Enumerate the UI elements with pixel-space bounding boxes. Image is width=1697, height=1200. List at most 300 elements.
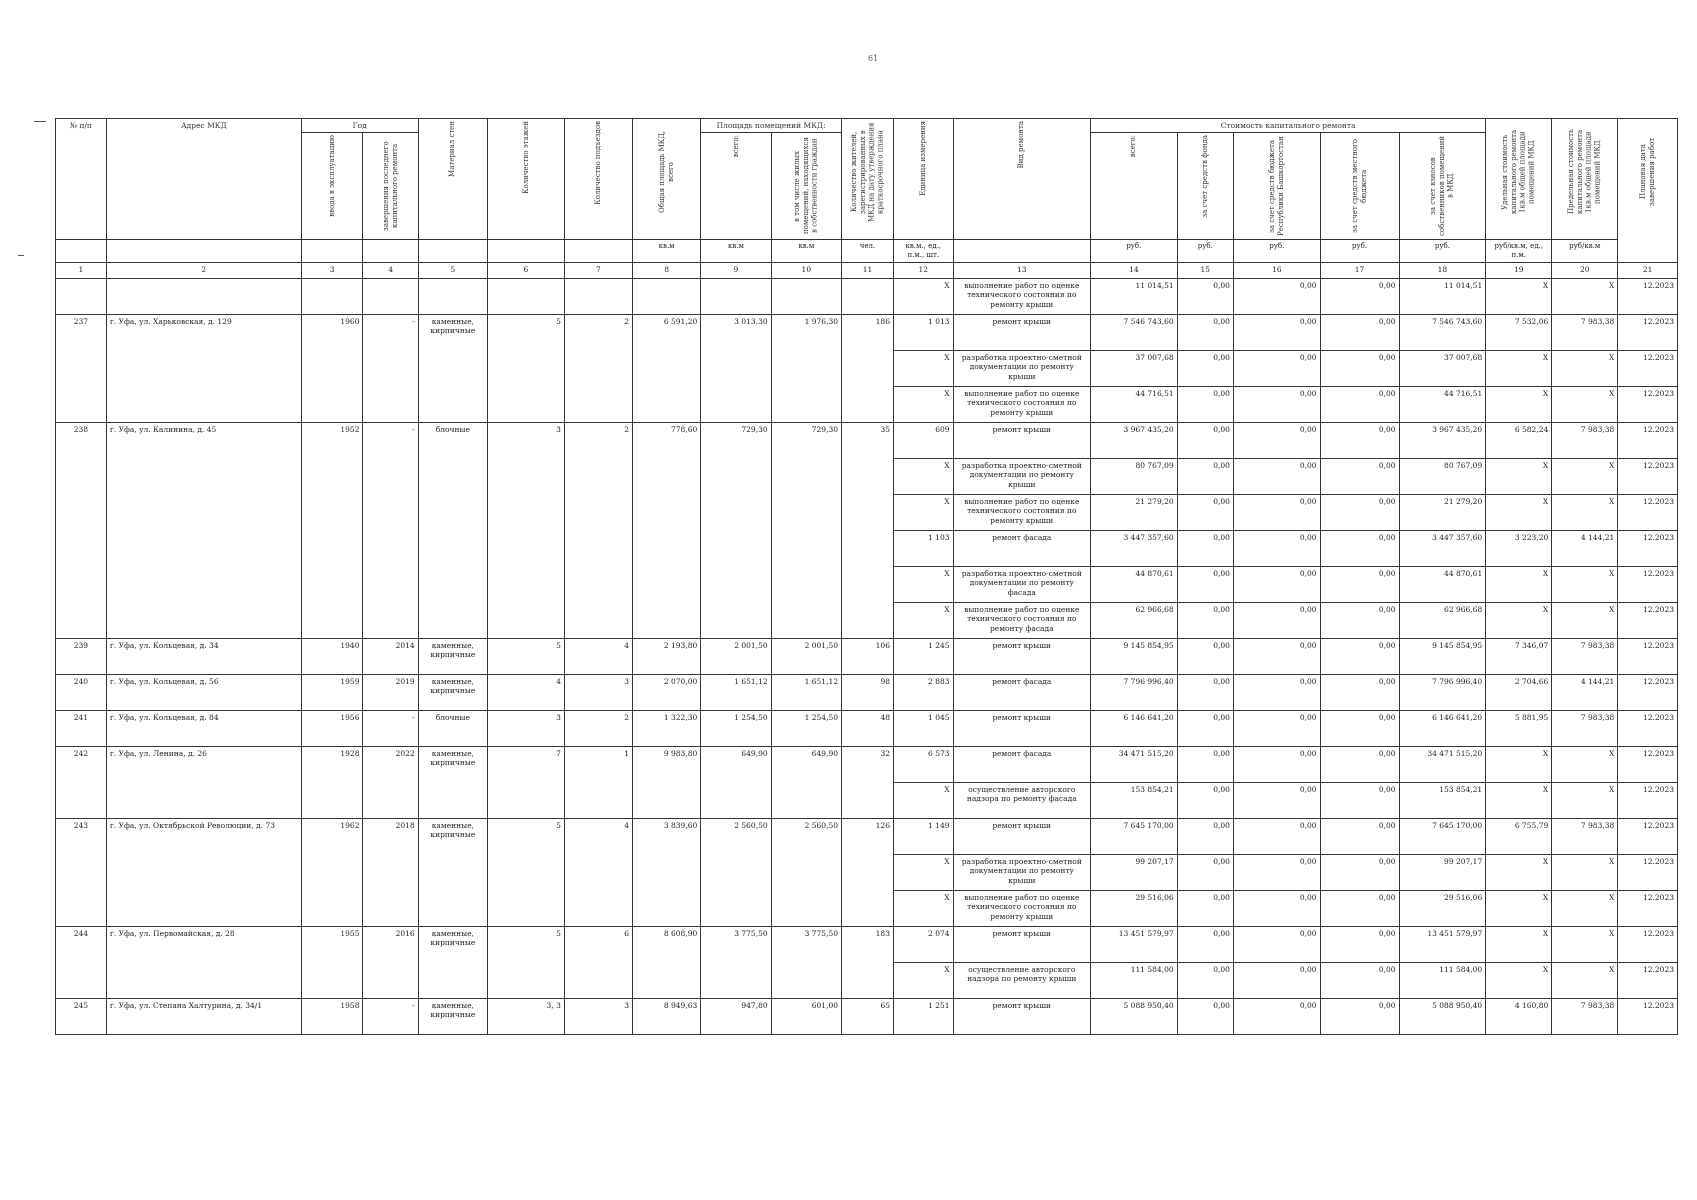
cell-total: 5 088 950,40 bbox=[1091, 998, 1178, 1034]
cell-material: каменные, кирпичные bbox=[418, 638, 487, 674]
cell-rb: 0,00 bbox=[1233, 350, 1320, 386]
cell-work: выполнение работ по оценке технического состояния по ремонту крыши bbox=[953, 386, 1091, 422]
cell-work: ремонт крыши bbox=[953, 710, 1091, 746]
cell-address: г. Уфа, ул. Октябрьской Революции, д. 73 bbox=[106, 818, 301, 926]
column-number: 11 bbox=[842, 262, 894, 278]
cell-local: 0,00 bbox=[1320, 854, 1399, 890]
header-year-commission: ввода в эксплуатацию bbox=[327, 135, 336, 218]
cell-res-area: 3 775,50 bbox=[771, 926, 841, 998]
column-number: 6 bbox=[487, 262, 564, 278]
cell-unit: X bbox=[1486, 746, 1552, 782]
cell-date: 12.2023 bbox=[1618, 638, 1678, 674]
unit-rub: руб. bbox=[1399, 240, 1486, 263]
cell-fund: 0,00 bbox=[1177, 602, 1233, 638]
cell-max: X bbox=[1552, 926, 1618, 962]
cell-last: - bbox=[363, 314, 418, 422]
cell-work: ремонт крыши bbox=[953, 638, 1091, 674]
cell-no: 243 bbox=[56, 818, 107, 926]
cell-owners: 7 645 170,00 bbox=[1399, 818, 1486, 854]
cell-fund: 0,00 bbox=[1177, 782, 1233, 818]
cell-local: 0,00 bbox=[1320, 314, 1399, 350]
cell-owners: 80 767,09 bbox=[1399, 458, 1486, 494]
cell-rb: 0,00 bbox=[1233, 890, 1320, 926]
cell-res-area: 601,00 bbox=[771, 998, 841, 1034]
cell-fund: 0,00 bbox=[1177, 386, 1233, 422]
cell-last: - bbox=[363, 998, 418, 1034]
cell-work: осуществление авторского надзора по ремонту крыши bbox=[953, 962, 1091, 998]
unit-rub-per-unit: руб/кв.м, ед., п.м. bbox=[1486, 240, 1552, 263]
cell-total: 11 014,51 bbox=[1091, 278, 1178, 314]
cell-prem: 3 013,30 bbox=[701, 314, 771, 422]
cell-material: каменные, кирпичные bbox=[418, 926, 487, 998]
cell-owners: 7 796 996,40 bbox=[1399, 674, 1486, 710]
cell-prem: 3 775,50 bbox=[701, 926, 771, 998]
cell-rb: 0,00 bbox=[1233, 746, 1320, 782]
unit-rub-per-sqm: руб/кв.м bbox=[1552, 240, 1618, 263]
cell-measure: 1 103 bbox=[893, 530, 953, 566]
repair-plan-table bbox=[55, 118, 1678, 1035]
cell-rb: 0,00 bbox=[1233, 710, 1320, 746]
cell-measure: 6 573 bbox=[893, 746, 953, 782]
column-number: 21 bbox=[1618, 262, 1678, 278]
cell-last: 2018 bbox=[363, 818, 418, 926]
header-deadline: Плановая дата завершения работ bbox=[1638, 137, 1656, 207]
cell-year: 1958 bbox=[301, 998, 363, 1034]
table-row bbox=[56, 998, 1678, 1034]
cell-total: 34 471 515,20 bbox=[1091, 746, 1178, 782]
cell-work: выполнение работ по оценке технического состояния по ремонту крыши bbox=[953, 890, 1091, 926]
cell-last bbox=[363, 278, 418, 314]
cell-entr: 6 bbox=[564, 926, 632, 998]
cell-date: 12.2023 bbox=[1618, 926, 1678, 962]
cell-rb: 0,00 bbox=[1233, 278, 1320, 314]
cell-date: 12.2023 bbox=[1618, 674, 1678, 710]
header-premises-group: Площадь помещений МКД: bbox=[701, 119, 842, 133]
cell-fund: 0,00 bbox=[1177, 314, 1233, 350]
cell-rb: 0,00 bbox=[1233, 638, 1320, 674]
cell-max: 4 144,21 bbox=[1552, 674, 1618, 710]
cell-fund: 0,00 bbox=[1177, 350, 1233, 386]
cell-fund: 0,00 bbox=[1177, 926, 1233, 962]
cell-date: 12.2023 bbox=[1618, 530, 1678, 566]
column-number: 15 bbox=[1177, 262, 1233, 278]
cell-total: 111 584,00 bbox=[1091, 962, 1178, 998]
cell-fund: 0,00 bbox=[1177, 422, 1233, 458]
cell-work: разработка проектно-сметной документации по ремонту крыши bbox=[953, 458, 1091, 494]
cell-work: ремонт фасада bbox=[953, 530, 1091, 566]
cell-owners: 3 967 435,20 bbox=[1399, 422, 1486, 458]
table-body bbox=[56, 278, 1678, 1034]
cell-address bbox=[106, 278, 301, 314]
header-work-type: Вид ремонта bbox=[1017, 121, 1026, 169]
cell-measure: X bbox=[893, 962, 953, 998]
header-cost-local: за счет средств местного бюджета bbox=[1350, 139, 1368, 234]
cell-no: 239 bbox=[56, 638, 107, 674]
column-number: 17 bbox=[1320, 262, 1399, 278]
scan-mark bbox=[18, 255, 24, 256]
header-floors: Количество этажей bbox=[521, 121, 530, 194]
cell-fund: 0,00 bbox=[1177, 998, 1233, 1034]
cell-fund: 0,00 bbox=[1177, 566, 1233, 602]
header-cost-group: Стоимость капитального ремонта bbox=[1091, 119, 1486, 133]
cell-total: 7 796 996,40 bbox=[1091, 674, 1178, 710]
header-num: № п/п bbox=[56, 119, 107, 240]
cell-floors bbox=[487, 278, 564, 314]
table-row bbox=[56, 710, 1678, 746]
cell-floors: 5 bbox=[487, 638, 564, 674]
cell-address: г. Уфа, ул. Калинина, д. 45 bbox=[106, 422, 301, 638]
cell-unit: X bbox=[1486, 854, 1552, 890]
header-cost-total: всего: bbox=[1129, 135, 1138, 158]
cell-owners: 9 145 854,95 bbox=[1399, 638, 1486, 674]
cell-work: осуществление авторского надзора по ремонту фасада bbox=[953, 782, 1091, 818]
cell-unit: X bbox=[1486, 962, 1552, 998]
header-premises-total: всего: bbox=[731, 135, 740, 158]
cell-unit: 7 532,06 bbox=[1486, 314, 1552, 350]
cell-area: 8 949,63 bbox=[633, 998, 701, 1034]
cell-measure: X bbox=[893, 854, 953, 890]
header-cost-rb: за счет средств бюджета Республики Башкортостан bbox=[1267, 136, 1285, 237]
cell-work: ремонт крыши bbox=[953, 422, 1091, 458]
cell-work: ремонт фасада bbox=[953, 746, 1091, 782]
cell-work: разработка проектно-сметной документации по ремонту крыши bbox=[953, 350, 1091, 386]
cell-owners: 62 966,68 bbox=[1399, 602, 1486, 638]
cell-floors: 5 bbox=[487, 818, 564, 926]
cell-max: 7 983,38 bbox=[1552, 818, 1618, 854]
cell-area: 6 591,20 bbox=[633, 314, 701, 422]
cell-max: X bbox=[1552, 782, 1618, 818]
cell-local: 0,00 bbox=[1320, 494, 1399, 530]
cell-entr: 2 bbox=[564, 422, 632, 638]
cell-total: 29 516,06 bbox=[1091, 890, 1178, 926]
unit-measure: кв.м., ед., п.м., шт. bbox=[893, 240, 953, 263]
cell-measure: X bbox=[893, 350, 953, 386]
cell-entr: 3 bbox=[564, 674, 632, 710]
cell-fund: 0,00 bbox=[1177, 962, 1233, 998]
unit-area: кв.м bbox=[633, 240, 701, 263]
cell-area: 2 070,00 bbox=[633, 674, 701, 710]
cell-owners: 111 584,00 bbox=[1399, 962, 1486, 998]
cell-prem: 649,90 bbox=[701, 746, 771, 818]
header-total-area: Общая площадь МКД, всего bbox=[657, 130, 675, 214]
column-number: 10 bbox=[771, 262, 841, 278]
cell-material: блочные bbox=[418, 422, 487, 638]
cell-work: ремонт крыши bbox=[953, 314, 1091, 350]
cell-no: 237 bbox=[56, 314, 107, 422]
cell-owners: 3 447 357,60 bbox=[1399, 530, 1486, 566]
unit-rub: руб. bbox=[1091, 240, 1178, 263]
cell-max: 7 983,38 bbox=[1552, 422, 1618, 458]
column-number: 4 bbox=[363, 262, 418, 278]
column-number: 13 bbox=[953, 262, 1091, 278]
cell-work: разработка проектно-сметной документации по ремонту фасада bbox=[953, 566, 1091, 602]
cell-unit: X bbox=[1486, 458, 1552, 494]
cell-measure: X bbox=[893, 782, 953, 818]
cell-prem bbox=[701, 278, 771, 314]
cell-material bbox=[418, 278, 487, 314]
cell-rb: 0,00 bbox=[1233, 854, 1320, 890]
cell-measure: X bbox=[893, 278, 953, 314]
cell-max: X bbox=[1552, 962, 1618, 998]
header-year-group: Год bbox=[301, 119, 418, 133]
cell-date: 12.2023 bbox=[1618, 818, 1678, 854]
cell-owners: 44 716,51 bbox=[1399, 386, 1486, 422]
cell-total: 62 966,68 bbox=[1091, 602, 1178, 638]
cell-res-area: 1 254,50 bbox=[771, 710, 841, 746]
cell-total: 44 716,51 bbox=[1091, 386, 1178, 422]
unit-area: кв.м bbox=[771, 240, 841, 263]
cell-last: 2019 bbox=[363, 674, 418, 710]
cell-total: 7 546 743,60 bbox=[1091, 314, 1178, 350]
cell-fund: 0,00 bbox=[1177, 710, 1233, 746]
cell-work: ремонт крыши bbox=[953, 926, 1091, 962]
cell-work: выполнение работ по оценке технического состояния по ремонту крыши bbox=[953, 494, 1091, 530]
cell-fund: 0,00 bbox=[1177, 818, 1233, 854]
table-row bbox=[56, 638, 1678, 674]
column-number: 16 bbox=[1233, 262, 1320, 278]
cell-total: 7 645 170,00 bbox=[1091, 818, 1178, 854]
cell-owners: 34 471 515,20 bbox=[1399, 746, 1486, 782]
cell-local: 0,00 bbox=[1320, 782, 1399, 818]
table-row bbox=[56, 926, 1678, 962]
cell-fund: 0,00 bbox=[1177, 638, 1233, 674]
cell-date: 12.2023 bbox=[1618, 710, 1678, 746]
cell-entr bbox=[564, 278, 632, 314]
cell-floors: 5 bbox=[487, 314, 564, 422]
cell-address: г. Уфа, ул. Первомайская, д. 28 bbox=[106, 926, 301, 998]
cell-rb: 0,00 bbox=[1233, 998, 1320, 1034]
cell-local: 0,00 bbox=[1320, 458, 1399, 494]
cell-date: 12.2023 bbox=[1618, 386, 1678, 422]
unit-rub: руб. bbox=[1177, 240, 1233, 263]
header-unit-cost: Удельная стоимость капитального ремонта 1кв.м общей площади помещений МКД bbox=[1501, 129, 1536, 215]
cell-year: 1952 bbox=[301, 422, 363, 638]
cell-unit: X bbox=[1486, 602, 1552, 638]
cell-address: г. Уфа, ул. Харьковская, д. 129 bbox=[106, 314, 301, 422]
cell-measure: X bbox=[893, 386, 953, 422]
cell-measure: X bbox=[893, 458, 953, 494]
cell-max: X bbox=[1552, 890, 1618, 926]
cell-rb: 0,00 bbox=[1233, 566, 1320, 602]
cell-total: 99 207,17 bbox=[1091, 854, 1178, 890]
cell-local: 0,00 bbox=[1320, 638, 1399, 674]
cell-date: 12.2023 bbox=[1618, 566, 1678, 602]
cell-no: 241 bbox=[56, 710, 107, 746]
cell-owners: 99 207,17 bbox=[1399, 854, 1486, 890]
cell-no: 238 bbox=[56, 422, 107, 638]
cell-max: 7 983,38 bbox=[1552, 998, 1618, 1034]
cell-unit: X bbox=[1486, 386, 1552, 422]
unit-rub: руб. bbox=[1233, 240, 1320, 263]
cell-owners: 153 854,21 bbox=[1399, 782, 1486, 818]
cell-local: 0,00 bbox=[1320, 962, 1399, 998]
cell-total: 3 447 357,60 bbox=[1091, 530, 1178, 566]
cell-date: 12.2023 bbox=[1618, 278, 1678, 314]
column-number: 19 bbox=[1486, 262, 1552, 278]
cell-date: 12.2023 bbox=[1618, 962, 1678, 998]
cell-date: 12.2023 bbox=[1618, 854, 1678, 890]
cell-total: 80 767,09 bbox=[1091, 458, 1178, 494]
cell-local: 0,00 bbox=[1320, 818, 1399, 854]
cell-date: 12.2023 bbox=[1618, 350, 1678, 386]
column-number: 3 bbox=[301, 262, 363, 278]
cell-floors: 3 bbox=[487, 710, 564, 746]
cell-date: 12.2023 bbox=[1618, 746, 1678, 782]
cell-date: 12.2023 bbox=[1618, 782, 1678, 818]
cell-local: 0,00 bbox=[1320, 602, 1399, 638]
cell-rb: 0,00 bbox=[1233, 674, 1320, 710]
cell-work: ремонт фасада bbox=[953, 674, 1091, 710]
cell-material: каменные, кирпичные bbox=[418, 998, 487, 1034]
cell-date: 12.2023 bbox=[1618, 890, 1678, 926]
cell-fund: 0,00 bbox=[1177, 530, 1233, 566]
cell-floors: 3 bbox=[487, 422, 564, 638]
cell-unit: 6 755,79 bbox=[1486, 818, 1552, 854]
cell-prem: 2 001,50 bbox=[701, 638, 771, 674]
cell-date: 12.2023 bbox=[1618, 422, 1678, 458]
cell-address: г. Уфа, ул. Кольцевая, д. 56 bbox=[106, 674, 301, 710]
header-year-last-repair: завершения последнего капитального ремонта bbox=[381, 141, 399, 232]
cell-area: 778,60 bbox=[633, 422, 701, 638]
cell-rb: 0,00 bbox=[1233, 422, 1320, 458]
cell-area: 3 839,60 bbox=[633, 818, 701, 926]
cell-total: 153 854,21 bbox=[1091, 782, 1178, 818]
cell-max: 7 983,38 bbox=[1552, 638, 1618, 674]
cell-material: каменные, кирпичные bbox=[418, 818, 487, 926]
cell-rb: 0,00 bbox=[1233, 782, 1320, 818]
cell-last: 2022 bbox=[363, 746, 418, 818]
cell-max: 7 983,38 bbox=[1552, 314, 1618, 350]
cell-owners: 29 516,06 bbox=[1399, 890, 1486, 926]
cell-people: 183 bbox=[842, 926, 894, 998]
cell-no: 242 bbox=[56, 746, 107, 818]
cell-rb: 0,00 bbox=[1233, 962, 1320, 998]
cell-max: X bbox=[1552, 602, 1618, 638]
cell-total: 21 279,20 bbox=[1091, 494, 1178, 530]
cell-owners: 11 014,51 bbox=[1399, 278, 1486, 314]
cell-last: 2016 bbox=[363, 926, 418, 998]
cell-max: X bbox=[1552, 386, 1618, 422]
column-number-row bbox=[56, 262, 1678, 278]
cell-unit: X bbox=[1486, 926, 1552, 962]
cell-work: выполнение работ по оценке технического состояния по ремонту крыши bbox=[953, 278, 1091, 314]
table-row bbox=[56, 314, 1678, 350]
cell-rb: 0,00 bbox=[1233, 926, 1320, 962]
cell-measure: X bbox=[893, 602, 953, 638]
header-wall-material: Материал стен bbox=[448, 121, 457, 177]
cell-rb: 0,00 bbox=[1233, 386, 1320, 422]
cell-measure: 1 251 bbox=[893, 998, 953, 1034]
column-number: 2 bbox=[106, 262, 301, 278]
cell-local: 0,00 bbox=[1320, 998, 1399, 1034]
cell-area: 9 983,80 bbox=[633, 746, 701, 818]
cell-total: 44 870,61 bbox=[1091, 566, 1178, 602]
column-number: 14 bbox=[1091, 262, 1178, 278]
cell-max: X bbox=[1552, 494, 1618, 530]
cell-rb: 0,00 bbox=[1233, 314, 1320, 350]
cell-rb: 0,00 bbox=[1233, 494, 1320, 530]
cell-rb: 0,00 bbox=[1233, 818, 1320, 854]
cell-last: - bbox=[363, 710, 418, 746]
cell-fund: 0,00 bbox=[1177, 278, 1233, 314]
cell-fund: 0,00 bbox=[1177, 890, 1233, 926]
unit-people: чел. bbox=[842, 240, 894, 263]
cell-max: X bbox=[1552, 350, 1618, 386]
cell-fund: 0,00 bbox=[1177, 458, 1233, 494]
cell-entr: 2 bbox=[564, 710, 632, 746]
cell-date: 12.2023 bbox=[1618, 998, 1678, 1034]
page-number: 61 bbox=[868, 54, 879, 63]
header-cost-fund: за счет средств фонда bbox=[1200, 135, 1209, 219]
cell-measure: 2 883 bbox=[893, 674, 953, 710]
column-number: 5 bbox=[418, 262, 487, 278]
cell-people: 126 bbox=[842, 818, 894, 926]
cell-max: X bbox=[1552, 746, 1618, 782]
header-address: Адрес МКД bbox=[106, 119, 301, 240]
cell-max: X bbox=[1552, 458, 1618, 494]
cell-people: 98 bbox=[842, 674, 894, 710]
cell-prem: 947,80 bbox=[701, 998, 771, 1034]
cell-year: 1956 bbox=[301, 710, 363, 746]
header-residents: Количество жителей, зарегистрированных в МКД на дату утверждения краткосрочного плана bbox=[850, 122, 885, 222]
cell-year: 1940 bbox=[301, 638, 363, 674]
cell-measure: X bbox=[893, 566, 953, 602]
cell-floors: 5 bbox=[487, 926, 564, 998]
cell-prem: 1 651,12 bbox=[701, 674, 771, 710]
cell-res-area: 1 651,12 bbox=[771, 674, 841, 710]
cell-local: 0,00 bbox=[1320, 386, 1399, 422]
cell-res-area: 1 976,30 bbox=[771, 314, 841, 422]
cell-owners: 44 870,61 bbox=[1399, 566, 1486, 602]
header-max-cost: Предельная стоимость капитального ремонта 1кв.м общей площади помещений МКД bbox=[1567, 129, 1602, 215]
cell-measure: X bbox=[893, 890, 953, 926]
cell-total: 9 145 854,95 bbox=[1091, 638, 1178, 674]
cell-measure: 1 245 bbox=[893, 638, 953, 674]
column-number: 18 bbox=[1399, 262, 1486, 278]
cell-unit: 4 160,80 bbox=[1486, 998, 1552, 1034]
cell-address: г. Уфа, ул. Степана Халтурина, д. 34/1 bbox=[106, 998, 301, 1034]
cell-entr: 1 bbox=[564, 746, 632, 818]
cell-prem: 2 560,50 bbox=[701, 818, 771, 926]
cell-address: г. Уфа, ул. Ленина, д. 26 bbox=[106, 746, 301, 818]
cell-unit: X bbox=[1486, 494, 1552, 530]
cell-material: каменные, кирпичные bbox=[418, 746, 487, 818]
cell-last: 2014 bbox=[363, 638, 418, 674]
cell-entr: 3 bbox=[564, 998, 632, 1034]
unit-rub: руб. bbox=[1320, 240, 1399, 263]
cell-local: 0,00 bbox=[1320, 674, 1399, 710]
cell-local: 0,00 bbox=[1320, 926, 1399, 962]
cell-year: 1959 bbox=[301, 674, 363, 710]
cell-fund: 0,00 bbox=[1177, 674, 1233, 710]
cell-work: ремонт крыши bbox=[953, 998, 1091, 1034]
cell-year: 1955 bbox=[301, 926, 363, 998]
cell-fund: 0,00 bbox=[1177, 494, 1233, 530]
cell-date: 12.2023 bbox=[1618, 458, 1678, 494]
cell-rb: 0,00 bbox=[1233, 602, 1320, 638]
cell-unit: 5 881,95 bbox=[1486, 710, 1552, 746]
table-row bbox=[56, 674, 1678, 710]
cell-people: 32 bbox=[842, 746, 894, 818]
cell-max: X bbox=[1552, 854, 1618, 890]
cell-local: 0,00 bbox=[1320, 530, 1399, 566]
cell-prem: 729,30 bbox=[701, 422, 771, 638]
cell-unit: 6 582,24 bbox=[1486, 422, 1552, 458]
cell-owners: 37 007,68 bbox=[1399, 350, 1486, 386]
cell-total: 3 967 435,20 bbox=[1091, 422, 1178, 458]
column-number: 1 bbox=[56, 262, 107, 278]
cell-year: 1960 bbox=[301, 314, 363, 422]
